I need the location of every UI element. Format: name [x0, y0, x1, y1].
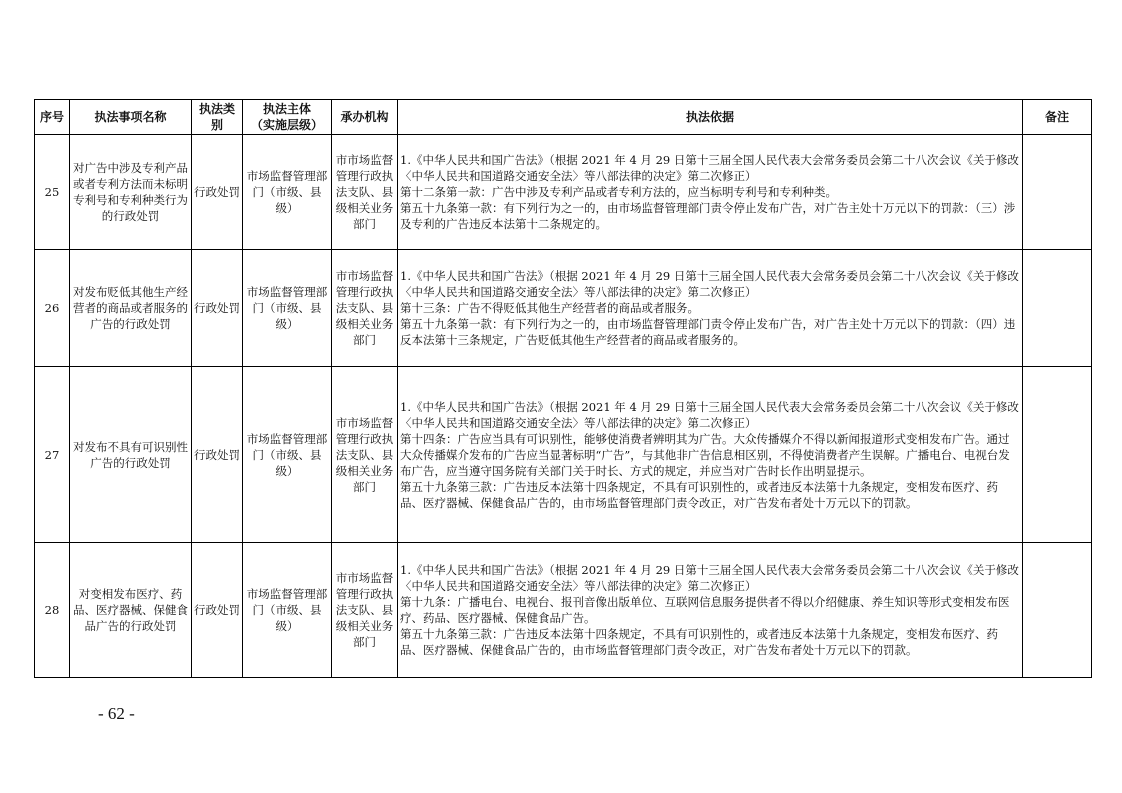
row-org: 市市场监督管理行政执法支队、县级相关业务部门: [332, 135, 398, 250]
basis-line: 第五十九条第三款：广告违反本法第十四条规定，不具有可识别性的，或者违反本法第十九条规定，变相发布医疗、药品、医疗器械、保健食品广告的，由市场监督管理部门责令改正，对广告发布者处十万元以下的罚款。: [400, 479, 998, 510]
table-row: [35, 135, 1092, 250]
header-basis: 执法依据: [398, 100, 1023, 135]
header-name: 执法事项名称: [70, 100, 192, 135]
row-basis: [398, 250, 1023, 367]
row-org: 市市场监督管理行政执法支队、县级相关业务部门: [332, 543, 398, 678]
header-note: 备注: [1023, 100, 1092, 135]
row-basis: [398, 543, 1023, 678]
row-org: 市市场监督管理行政执法支队、县级相关业务部门: [332, 250, 398, 367]
header-subject-line2: （实施层级）: [250, 118, 323, 132]
table-row: [35, 367, 1092, 543]
header-seq: 序号: [35, 100, 70, 135]
basis-line: 1.《中华人民共和国广告法》（根据 2021 年 4 月 29 日第十三届全国人民代表大会常务委员会第二十八次会议《关于修改〈中华人民共和国道路交通安全法〉等八部法律的决定》第二次修正）: [400, 563, 1019, 593]
basis-line: 第五十九条第三款：广告违反本法第十四条规定，不具有可识别性的，或者违反本法第十九条规定，变相发布医疗、药品、医疗器械、保健食品广告的，由市场监督管理部门责令改正，对广告发布者处十万元以下的罚款。: [400, 627, 998, 657]
row-seq: 28: [35, 543, 70, 678]
basis-line: 1.《中华人民共和国广告法》（根据 2021 年 4 月 29 日第十三届全国人民代表大会常务委员会第二十八次会议《关于修改〈中华人民共和国道路交通安全法〉等八部法律的决定》第二次修正）: [400, 269, 1019, 299]
header-subject-line1: 执法主体: [262, 102, 311, 116]
header-subject: [243, 100, 332, 135]
row-note: [1023, 543, 1092, 678]
row-basis: [398, 367, 1023, 543]
row-name: 对发布贬低其他生产经营者的商品或者服务的广告的行政处罚: [70, 250, 192, 367]
header-org: 承办机构: [332, 100, 398, 135]
row-note: [1023, 135, 1092, 250]
basis-line: 第十二条第一款：广告中涉及专利产品或者专利方法的，应当标明专利号和专利种类。: [400, 185, 837, 199]
enforcement-table: [34, 99, 1092, 678]
row-category: 行政处罚: [192, 135, 243, 250]
row-name: 对发布不具有可识别性广告的行政处罚: [70, 367, 192, 543]
basis-line: 第五十九条第一款：有下列行为之一的，由市场监督管理部门责令停止发布广告，对广告主处十万元以下的罚款：（四）违反本法第十三条规定，广告贬低其他生产经营者的商品或者服务的。: [400, 317, 1016, 347]
row-seq: 25: [35, 135, 70, 250]
row-subject: 市场监督管理部门（市级、县级）: [243, 135, 332, 250]
page-number: - 62 -: [98, 704, 135, 723]
basis-line: 1.《中华人民共和国广告法》（根据 2021 年 4 月 29 日第十三届全国人民代表大会常务委员会第二十八次会议《关于修改〈中华人民共和国道路交通安全法〉等八部法律的决定》第二次修正）: [400, 399, 1019, 430]
row-category: 行政处罚: [192, 367, 243, 543]
table-header-row: [35, 100, 1092, 135]
row-name: 对广告中涉及专利产品或者专利方法而未标明专利号和专利种类行为的行政处罚: [70, 135, 192, 250]
row-name: 对变相发布医疗、药品、医疗器械、保健食品广告的行政处罚: [70, 543, 192, 678]
table-row: [35, 250, 1092, 367]
row-seq: 27: [35, 367, 70, 543]
row-category: 行政处罚: [192, 543, 243, 678]
basis-line: 第十三条：广告不得贬低其他生产经营者的商品或者服务。: [400, 301, 699, 315]
table-row: [35, 543, 1092, 678]
row-subject: 市场监督管理部门（市级、县级）: [243, 250, 332, 367]
row-note: [1023, 250, 1092, 367]
basis-line: 1.《中华人民共和国广告法》（根据 2021 年 4 月 29 日第十三届全国人民代表大会常务委员会第二十八次会议《关于修改〈中华人民共和国道路交通安全法〉等八部法律的决定》第二次修正）: [400, 153, 1019, 183]
header-category: 执法类别: [192, 100, 243, 135]
row-subject: 市场监督管理部门（市级、县级）: [243, 543, 332, 678]
basis-line: 第十九条：广播电台、电视台、报刊音像出版单位、互联网信息服务提供者不得以介绍健康、养生知识等形式变相发布医疗、药品、医疗器械、保健食品广告。: [400, 595, 1010, 625]
row-category: 行政处罚: [192, 250, 243, 367]
row-note: [1023, 367, 1092, 543]
basis-line: 第十四条：广告应当具有可识别性，能够使消费者辨明其为广告。大众传播媒介不得以新闻报道形式变相发布广告。通过大众传播媒介发布的广告应当显著标明“广告”，与其他非广告信息相区别，不得使消费者产生误解。广播电台、电视台发布广告，应当遵守国务院有关部门关于时长、方式的规定，并应当对广告时长作出明显提示。: [400, 431, 1010, 478]
row-subject: 市场监督管理部门（市级、县级）: [243, 367, 332, 543]
row-seq: 26: [35, 250, 70, 367]
row-basis: [398, 135, 1023, 250]
basis-line: 第五十九条第一款：有下列行为之一的，由市场监督管理部门责令停止发布广告，对广告主处十万元以下的罚款：（三）涉及专利的广告违反本法第十二条规定的。: [400, 201, 1016, 231]
row-org: 市市场监督管理行政执法支队、县级相关业务部门: [332, 367, 398, 543]
